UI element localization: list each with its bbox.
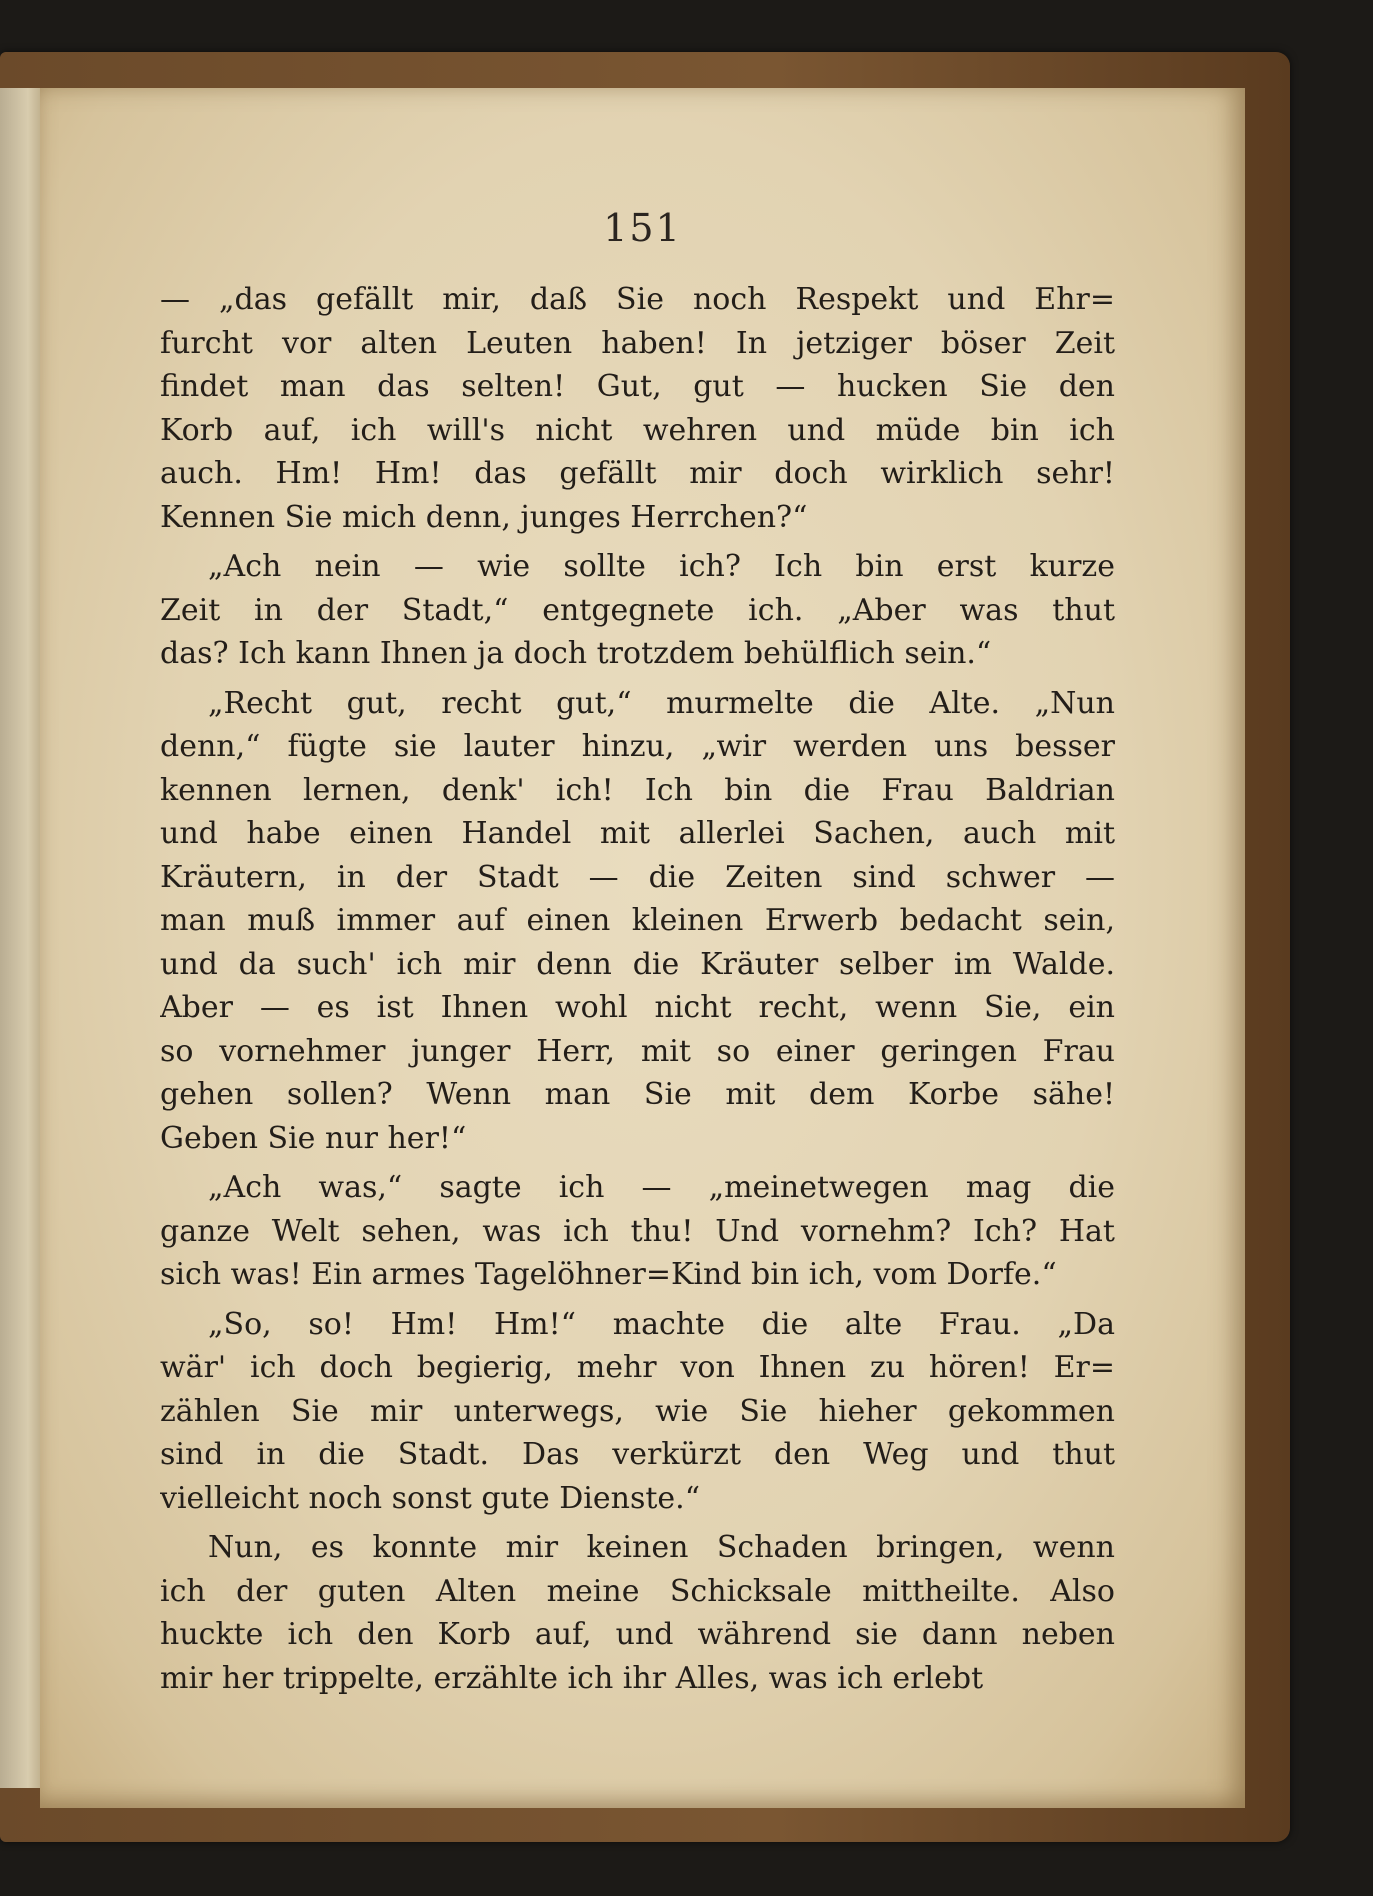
text-line: wär' ich doch begierig, mehr von Ihnen zu hören! Er= [160,1350,1115,1385]
text-line: „Ach was,“ sagte ich — „meinetwegen mag die [208,1170,1115,1205]
paragraph [160,278,1115,539]
text-line: auch. Hm! Hm! das gefällt mir doch wirklich sehr! [160,456,1115,491]
text-line: „Recht gut, recht gut,“ murmelte die Alte. „Nun [208,685,1115,721]
paragraph [160,1526,1115,1700]
text-line: das? Ich kann Ihnen ja doch trotzdem behülflich sein.“ [160,636,992,671]
text-line: Nun, es konnte mir keinen Schaden bringen, wenn [208,1530,1115,1565]
text-line: Geben Sie nur her!“ [160,1120,467,1156]
text-line: sind in die Stadt. Das verkürzt den Weg und thut [160,1437,1115,1472]
page-text [160,278,1115,1706]
text-line: — „das gefällt mir, daß Sie noch Respekt und Ehr= [160,282,1115,317]
text-line: mir her trippelte, erzählte ich ihr Alles, was ich erlebt [160,1660,984,1696]
text-line: und da such' ich mir denn die Kräuter selber im Walde. [160,946,1115,982]
text-line: gehen sollen? Wenn man Sie mit dem Korbe sähe! [160,1077,1115,1112]
text-line: kennen lernen, denk' ich! Ich bin die Frau Baldrian [160,772,1115,808]
text-line: Kräutern, in der Stadt — die Zeiten sind schwer — [160,859,1115,895]
text-line: zählen Sie mir unterwegs, wie Sie hieher gekommen [160,1393,1115,1429]
paragraph [160,545,1115,676]
text-line: Kennen Sie mich denn, junges Herrchen?“ [160,499,808,535]
book-page [40,88,1245,1808]
text-line: ich der guten Alten meine Schicksale mittheilte. Also [160,1573,1115,1609]
text-line: „So, so! Hm! Hm!“ machte die alte Frau. „Da [208,1306,1115,1342]
paragraph [160,682,1115,1161]
text-line: so vornehmer junger Herr, mit so einer geringen Frau [160,1033,1115,1069]
text-line: ganze Welt sehen, was ich thu! Und vornehm? Ich? Hat [160,1213,1115,1249]
text-line: vielleicht noch sonst gute Dienste.“ [160,1480,701,1516]
text-line: Korb auf, ich will's nicht wehren und müde bin ich [160,412,1115,448]
text-line: und habe einen Handel mit allerlei Sachen, auch mit [160,816,1115,851]
page-number: 151 [603,206,682,250]
text-line: „Ach nein — wie sollte ich? Ich bin erst kurze [208,549,1115,584]
text-line: Aber — es ist Ihnen wohl nicht recht, wenn Sie, ein [160,990,1115,1025]
text-line: furcht vor alten Leuten haben! In jetziger böser Zeit [160,325,1115,361]
paragraph [160,1166,1115,1297]
text-line: denn,“ fügte sie lauter hinzu, „wir werden uns besser [160,729,1115,764]
text-line: huckte ich den Korb auf, und während sie dann neben [160,1617,1115,1652]
text-line: Zeit in der Stadt,“ entgegnete ich. „Aber was thut [160,592,1115,628]
text-line: findet man das selten! Gut, gut — hucken Sie den [160,369,1115,404]
paragraph [160,1303,1115,1521]
previous-page-edge [0,88,42,1788]
text-line: sich was! Ein armes Tagelöhner=Kind bin ich, vom Dorfe.“ [160,1257,1057,1292]
text-line: man muß immer auf einen kleinen Erwerb bedacht sein, [160,903,1115,938]
